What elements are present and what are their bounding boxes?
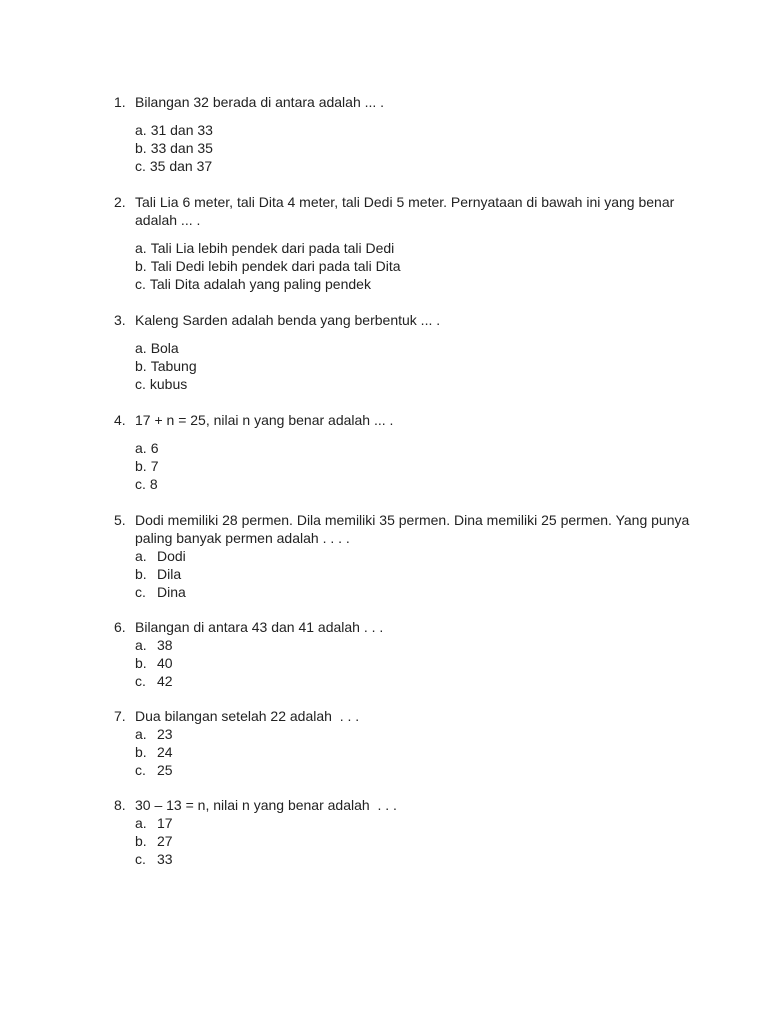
option-b [135,357,694,375]
option-c [135,761,694,779]
option-b [135,654,694,672]
option-text: Tabung [150,358,197,374]
option-c [135,275,694,293]
option-text: 7 [150,458,159,474]
question-number: 2. [114,194,126,210]
option-letter: c. [135,851,146,867]
option-c [135,583,694,601]
option-letter: b. [135,655,147,671]
option-text: 25 [157,762,173,778]
option-a [135,439,694,457]
option-a [135,239,694,257]
option-c [135,475,694,493]
option-letter: c. [135,276,146,292]
option-letter: a. [135,548,147,564]
question-number: 7. [114,708,126,724]
option-text: 33 dan 35 [150,140,213,156]
question-text: Dodi memiliki 28 permen. Dila memiliki 35 permen. Dina memiliki 25 permen. Yang punya paling banyak permen adalah . . . . [135,512,690,546]
question-1 [114,93,694,175]
options-list [135,725,694,779]
option-a [135,636,694,654]
option-letter: a. [135,240,147,256]
question-number: 3. [114,312,126,328]
option-letter: b. [135,833,147,849]
question-3 [114,311,694,393]
option-text: 6 [150,440,159,456]
option-letter: a. [135,637,147,653]
question-8 [114,796,694,868]
options-list [135,814,694,868]
option-letter: c. [135,476,146,492]
option-c [135,850,694,868]
option-letter: b. [135,140,147,156]
option-text: 33 [157,851,173,867]
options-list [135,547,694,601]
option-letter: b. [135,358,147,374]
question-number: 8. [114,797,126,813]
option-letter: a. [135,726,147,742]
question-7 [114,707,694,779]
option-text: Tali Dedi lebih pendek dari pada tali Dita [150,258,401,274]
option-letter: a. [135,122,147,138]
option-letter: c. [135,762,146,778]
option-b [135,565,694,583]
option-a [135,814,694,832]
question-text: 17 + n = 25, nilai n yang benar adalah ... . [135,412,394,428]
option-letter: a. [135,815,147,831]
question-text: Bilangan di antara 43 dan 41 adalah . . . [135,619,384,635]
option-a [135,339,694,357]
option-c [135,157,694,175]
option-letter: b. [135,566,147,582]
option-a [135,547,694,565]
option-letter: b. [135,744,147,760]
option-text: Bola [150,340,179,356]
option-text: Dina [157,584,186,600]
option-text: Dodi [157,548,186,564]
options-list [135,636,694,690]
option-letter: c. [135,673,146,689]
question-number: 1. [114,94,126,110]
question-5 [114,511,694,601]
question-text: Bilangan 32 berada di antara adalah ... . [135,94,385,110]
options-list [135,339,694,393]
option-letter: b. [135,458,147,474]
option-b [135,257,694,275]
option-b [135,832,694,850]
option-letter: b. [135,258,147,274]
option-text: 17 [157,815,173,831]
option-letter: c. [135,584,146,600]
option-a [135,121,694,139]
question-number: 6. [114,619,126,635]
question-text: 30 – 13 = n, nilai n yang benar adalah . . . [135,797,397,813]
option-text: 31 dan 33 [150,122,213,138]
question-4 [114,411,694,493]
option-letter: c. [135,158,146,174]
option-text: 8 [149,476,158,492]
option-c [135,672,694,690]
question-number: 4. [114,412,126,428]
option-letter: c. [135,376,146,392]
option-text: Tali Dita adalah yang paling pendek [149,276,371,292]
option-text: kubus [149,376,188,392]
question-text: Tali Lia 6 meter, tali Dita 4 meter, tali Dedi 5 meter. Pernyataan di bawah ini yang benar adalah ... . [135,194,675,228]
option-text: 42 [157,673,173,689]
option-text: 27 [157,833,173,849]
question-number: 5. [114,512,126,528]
option-letter: a. [135,340,147,356]
option-text: 23 [157,726,173,742]
option-b [135,457,694,475]
option-text: 38 [157,637,173,653]
option-text: 35 dan 37 [149,158,213,174]
question-2 [114,193,694,293]
question-6 [114,618,694,690]
option-c [135,375,694,393]
option-text: Tali Lia lebih pendek dari pada tali Dedi [150,240,395,256]
option-b [135,139,694,157]
option-text: Dila [157,566,182,582]
option-text: 40 [157,655,173,671]
option-b [135,743,694,761]
option-text: 24 [157,744,173,760]
question-text: Kaleng Sarden adalah benda yang berbentuk ... . [135,312,441,328]
option-a [135,725,694,743]
question-text: Dua bilangan setelah 22 adalah . . . [135,708,360,724]
options-list [135,121,694,175]
option-letter: a. [135,440,147,456]
options-list [135,239,694,293]
options-list [135,439,694,493]
